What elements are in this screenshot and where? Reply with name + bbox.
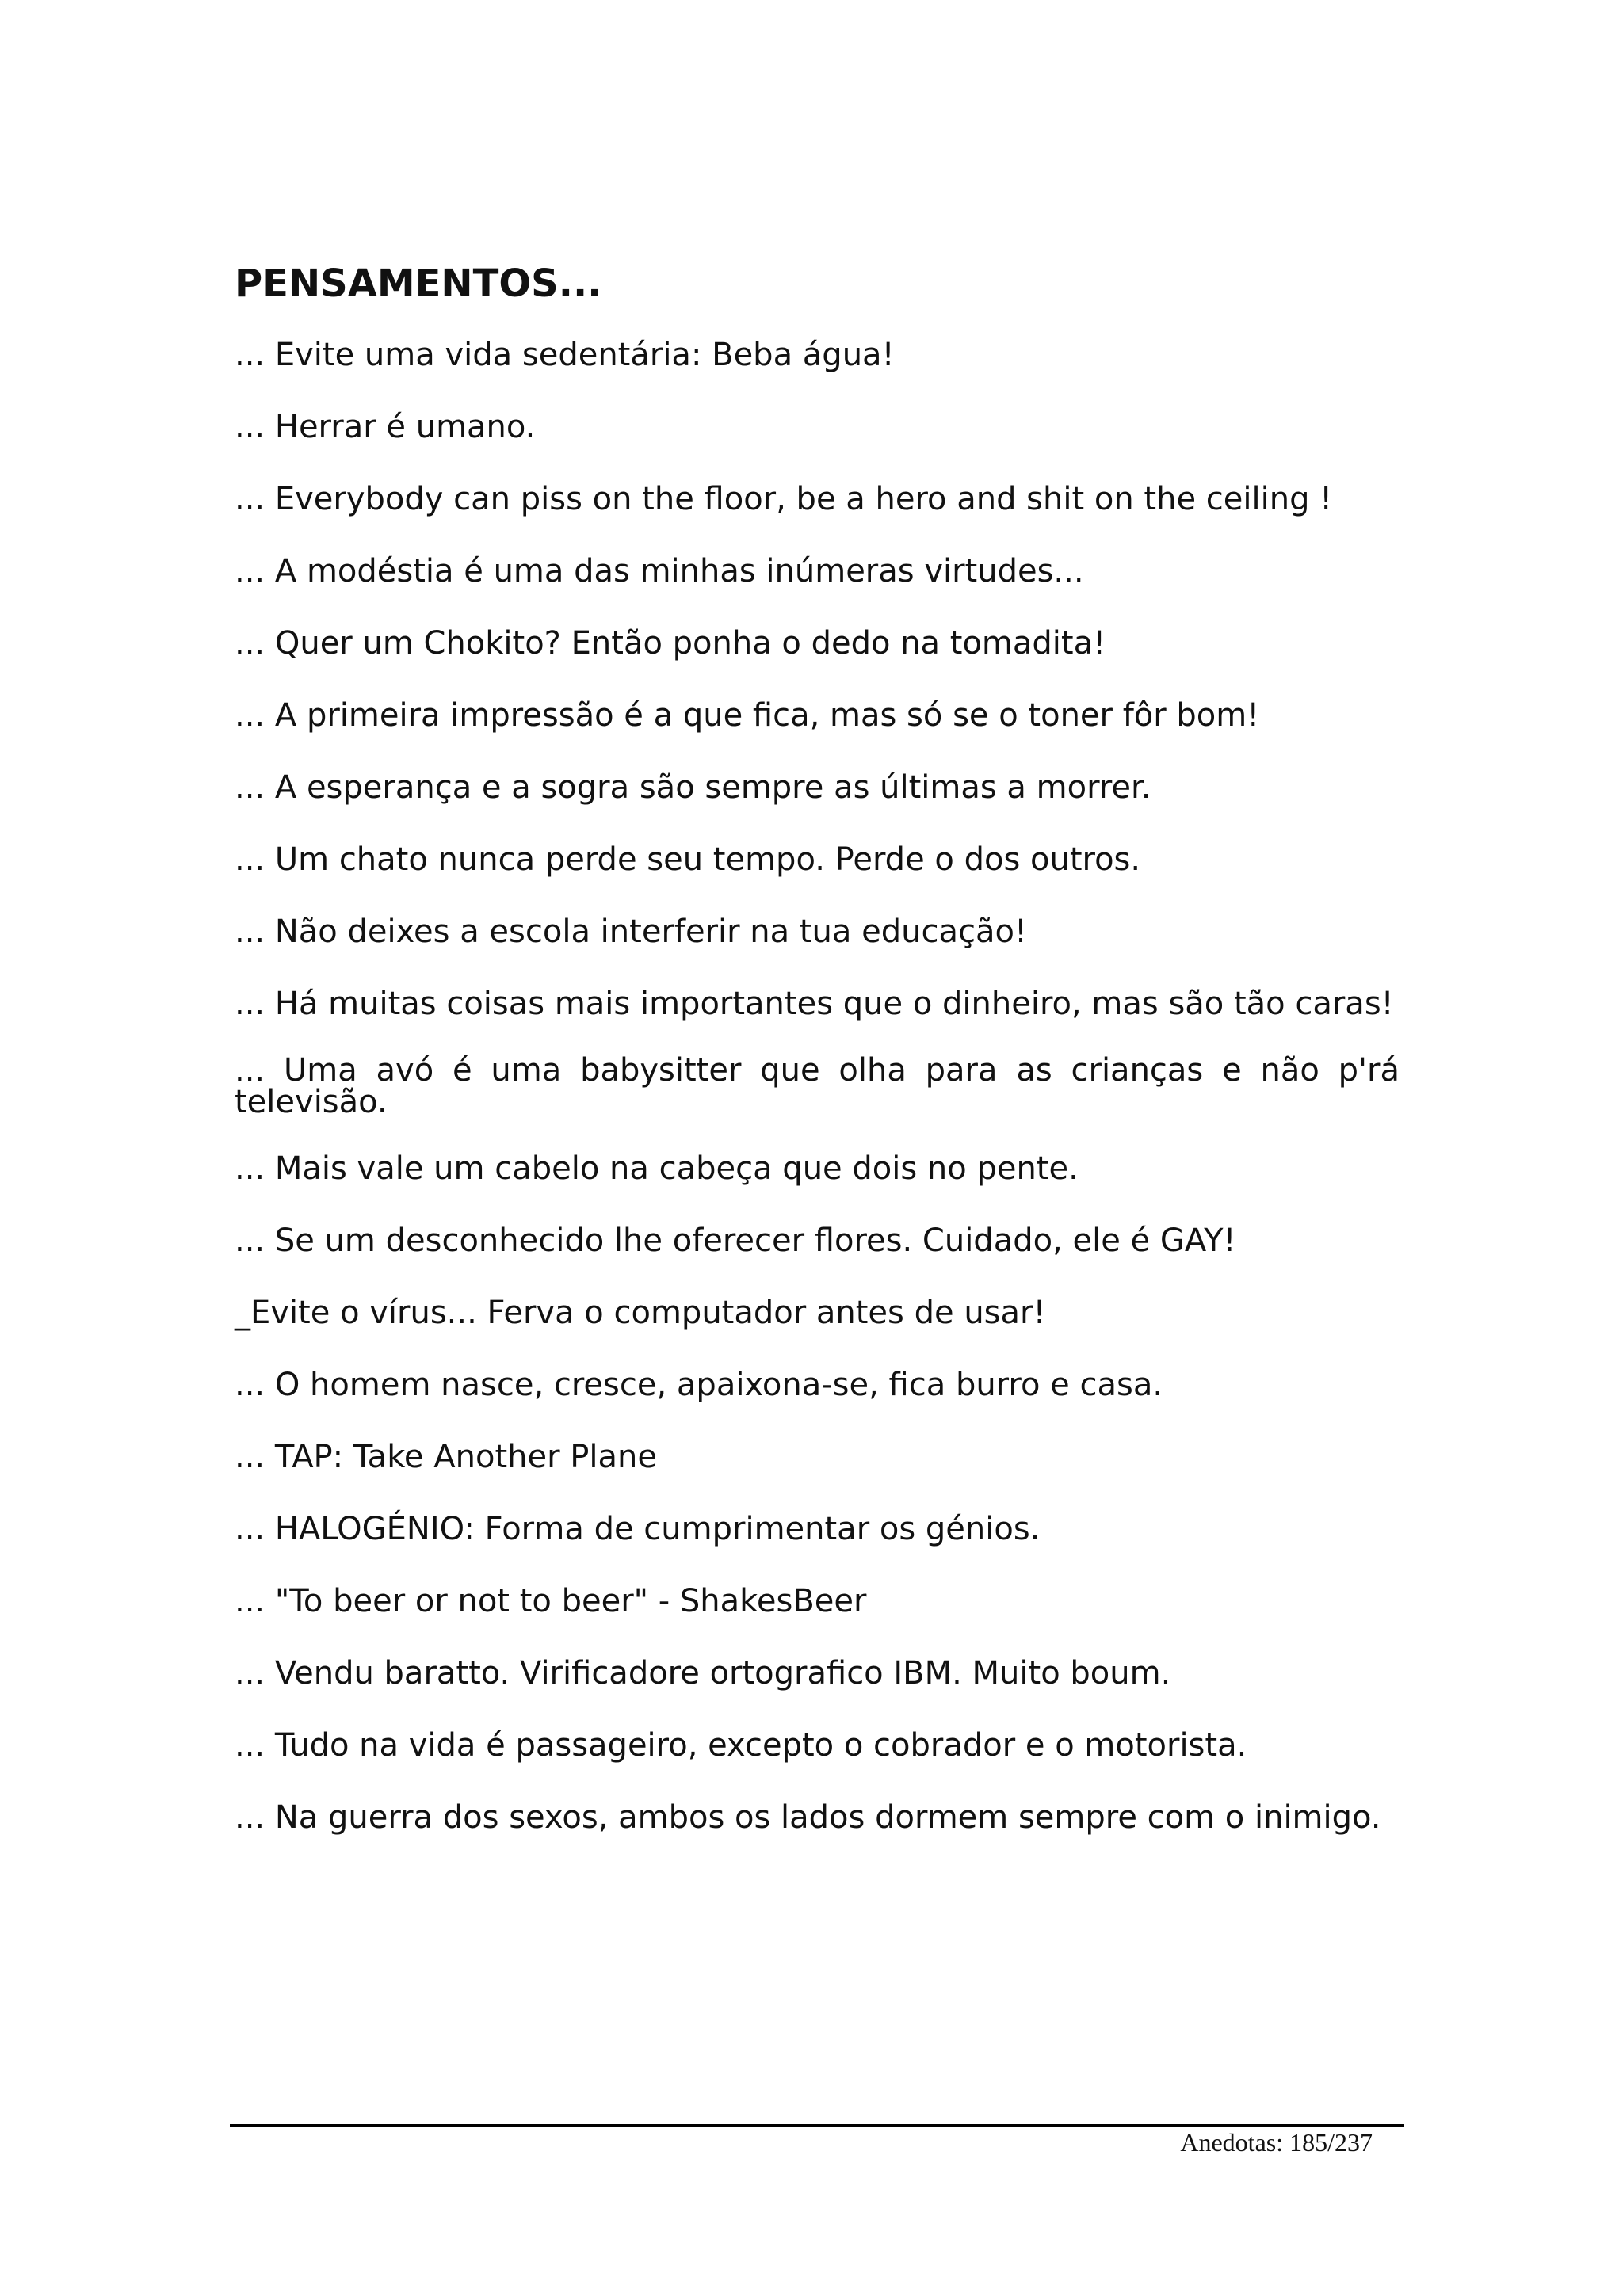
thought-item: ... TAP: Take Another Plane: [235, 1439, 657, 1475]
thought-item: ... Não deixes a escola interferir na tua educação!: [235, 913, 1027, 950]
thought-item: ... Um chato nunca perde seu tempo. Perde o dos outros.: [235, 841, 1141, 878]
thought-item: ... Vendu baratto. Virificadore ortografico IBM. Muito boum.: [235, 1655, 1171, 1691]
thought-item: ... A esperança e a sogra são sempre as últimas a morrer.: [235, 769, 1151, 806]
thought-item: ... HALOGÉNIO: Forma de cumprimentar os génios.: [235, 1511, 1041, 1547]
page-title: PENSAMENTOS...: [235, 261, 602, 306]
thought-item: ... "To beer or not to beer" - ShakesBeer: [235, 1583, 867, 1619]
thought-item: ... Herrar é umano.: [235, 409, 536, 445]
thought-item: ... Se um desconhecido lhe oferecer flores. Cuidado, ele é GAY!: [235, 1222, 1236, 1259]
thought-item: ... A modéstia é uma das minhas inúmeras virtudes...: [235, 553, 1084, 589]
thought-item: ... Há muitas coisas mais importantes que o dinheiro, mas são tão caras!: [235, 986, 1394, 1022]
thought-item: ... Uma avó é uma babysitter que olha para as crianças e não p'rá televisão.: [235, 1052, 1400, 1120]
thought-item: ... A primeira impressão é a que fica, mas só se o toner fôr bom!: [235, 697, 1260, 734]
thought-item: ... Quer um Chokito? Então ponha o dedo na tomadita!: [235, 625, 1106, 662]
thought-item: ... Everybody can piss on the floor, be a hero and shit on the ceiling !: [235, 481, 1333, 517]
thought-item: ... Evite uma vida sedentária: Beba água!: [235, 337, 895, 373]
page-number: Anedotas: 185/237: [1180, 2128, 1373, 2157]
thought-list: [235, 337, 1400, 1836]
thought-item: ... Tudo na vida é passageiro, excepto o cobrador e o motorista.: [235, 1727, 1247, 1764]
thought-item: _Evite o vírus... Ferva o computador antes de usar!: [235, 1295, 1046, 1331]
thought-item: ... Mais vale um cabelo na cabeça que dois no pente.: [235, 1150, 1079, 1187]
thought-item: ... Na guerra dos sexos, ambos os lados dormem sempre com o inimigo.: [235, 1799, 1381, 1836]
thought-item: ... O homem nasce, cresce, apaixona-se, fica burro e casa.: [235, 1367, 1163, 1403]
footer-rule: [230, 2124, 1404, 2127]
